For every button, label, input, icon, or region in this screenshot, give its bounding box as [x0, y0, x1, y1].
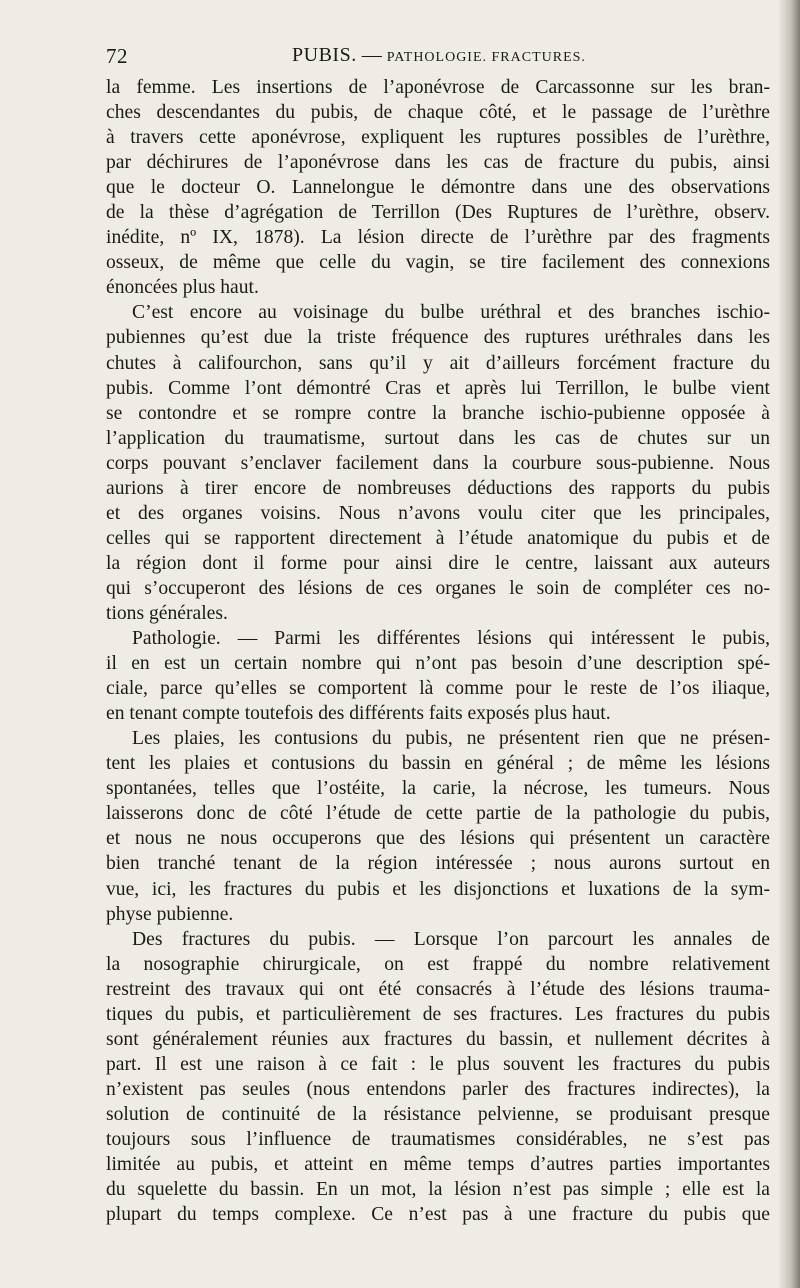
text-line: celles qui se rapportent directement à l’étude anatomique du pubis et de — [106, 527, 770, 549]
page-number: 72 — [106, 44, 128, 68]
text-line: toujours sous l’influence de traumatismes considérables, ne s’est pas — [106, 1128, 770, 1150]
text-line: il en est un certain nombre qui n’ont pas besoin d’une description spé- — [106, 653, 770, 675]
text-line: que le docteur O. Lannelongue le démontre dans une des observations — [106, 177, 770, 199]
text-line: corps pouvant s’enclaver facilement dans la courbure sous-pubienne. Nous — [106, 452, 770, 474]
running-head-separator: — — [356, 44, 387, 66]
text-line: en tenant compte toutefois des différents faits exposés plus haut. — [106, 703, 611, 725]
text-line: la femme. Les insertions de l’aponévrose de Carcassonne sur les bran- — [106, 77, 770, 98]
text-line: n’existent pas seules (nous entendons parler des fractures indirectes), la — [106, 1078, 770, 1100]
text-line: aurions à tirer encore de nombreuses déductions des rapports du pubis — [106, 477, 770, 499]
text-line: laisserons donc de côté l’étude de cette partie de la pathologie du pubis, — [106, 803, 770, 825]
text-line: ciale, parce qu’elles se comportent là comme pour le reste de l’os iliaque, — [106, 678, 770, 700]
text-line: bien tranché tenant de la région intéressée ; nous aurons surtout en — [106, 853, 770, 875]
page-body-text — [106, 75, 770, 1227]
text-line: et des organes voisins. Nous n’avons voulu citer que les principales, — [106, 502, 770, 524]
text-line: se contondre et se rompre contre la branche ischio-pubienne opposée à — [106, 402, 770, 424]
text-line: physe pubienne. — [106, 903, 234, 925]
text-line: plupart du temps complexe. Ce n’est pas à une fracture du pubis que — [106, 1204, 770, 1226]
text-line: de la thèse d’agrégation de Terrillon (Des Ruptures de l’urèthre, observ. — [106, 202, 770, 224]
text-line: Les plaies, les contusions du pubis, ne présentent rien que ne présen- — [132, 728, 770, 750]
text-line: la nosographie chirurgicale, on est frappé du nombre relativement — [106, 953, 770, 975]
text-line: à travers cette aponévrose, expliquent les ruptures possibles de l’urèthre, — [106, 127, 770, 149]
text-line: osseux, de même que celle du vagin, se tire facilement des connexions — [106, 252, 770, 274]
text-line: et nous ne nous occuperons que des lésions qui présentent un caractère — [106, 828, 770, 850]
text-line: Des fractures du pubis. — Lorsque l’on parcourt les annales de — [132, 928, 770, 950]
text-line: énoncées plus haut. — [106, 277, 259, 299]
text-line: inédite, nº IX, 1878). La lésion directe de l’urèthre par des fragments — [106, 227, 770, 249]
text-line: part. Il est une raison à ce fait : le plus souvent les fractures du pubis — [106, 1053, 770, 1075]
text-line: qui s’occuperont des lésions de ces organes le soin de compléter ces no- — [106, 577, 770, 599]
text-line: C’est encore au voisinage du bulbe uréthral et des branches ischio- — [132, 302, 770, 324]
text-line: sont généralement réunies aux fractures du bassin, et nullement décrites à — [106, 1028, 770, 1050]
text-line: vue, ici, les fractures du pubis et les disjonctions et luxations de la sym- — [106, 878, 770, 900]
page-header — [106, 44, 770, 70]
running-head-sub: PATHOLOGIE. FRACTURES. — [386, 50, 586, 65]
text-line: chutes à califourchon, sans qu’il y ait d’ailleurs forcément fracture du — [106, 352, 770, 374]
text-line: limitée au pubis, et atteint en même temps d’autres parties importantes — [106, 1154, 770, 1176]
page-gutter-shadow — [778, 0, 800, 1288]
text-line: la région dont il forme pour ainsi dire le centre, laissant aux auteurs — [106, 552, 770, 574]
text-line: tent les plaies et contusions du bassin en général ; de même les lésions — [106, 753, 770, 775]
text-line: ches descendantes du pubis, de chaque côté, et le passage de l’urèthre — [106, 102, 770, 124]
text-line: par déchirures de l’aponévrose dans les cas de fracture du pubis, ainsi — [106, 152, 770, 174]
text-line: pubis. Comme l’ont démontré Cras et après lui Terrillon, le bulbe vient — [106, 377, 770, 399]
text-line: l’application du traumatisme, surtout dans les cas de chutes sur un — [106, 427, 770, 449]
text-line: pubiennes qu’est due la triste fréquence des ruptures uréthrales dans les — [106, 327, 770, 349]
text-line: du squelette du bassin. En un mot, la lésion n’est pas simple ; elle est la — [106, 1179, 770, 1201]
text-line: tions générales. — [106, 602, 228, 624]
running-head — [292, 44, 586, 67]
running-head-main: PUBIS. — [292, 44, 357, 66]
text-line: Pathologie. — Parmi les différentes lésions qui intéressent le pubis, — [132, 628, 770, 650]
text-line: tiques du pubis, et particulièrement de ses fractures. Les fractures du pubis — [106, 1003, 770, 1025]
text-line: spontanées, telles que l’ostéite, la carie, la nécrose, les tumeurs. Nous — [106, 778, 770, 800]
text-line: solution de continuité de la résistance pelvienne, se produisant presque — [106, 1103, 770, 1125]
text-line: restreint des travaux qui ont été consacrés à l’étude des lésions trauma- — [106, 978, 770, 1000]
